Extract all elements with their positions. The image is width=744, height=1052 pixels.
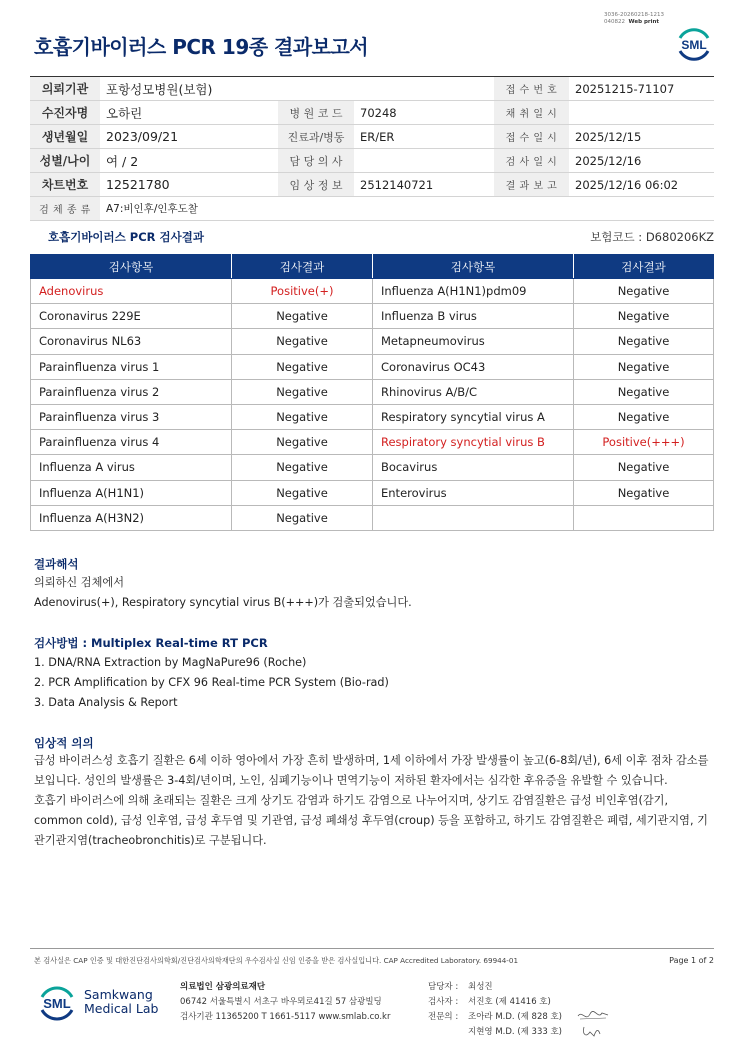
info-row: 생년월일 2023/09/21 진료과/병동 ER/ER 접 수 일 시 2025/12/15: [30, 125, 714, 149]
test-name: Parainfluenza virus 4: [31, 430, 232, 455]
test-result: Negative: [574, 279, 714, 304]
test-name: [373, 505, 574, 530]
test-result: Negative: [232, 430, 373, 455]
result-row: [31, 404, 714, 429]
result-row: [31, 354, 714, 379]
test-name: Coronavirus OC43: [373, 354, 574, 379]
result-row: [31, 480, 714, 505]
result-row: [31, 505, 714, 530]
test-name: Coronavirus NL63: [31, 329, 232, 354]
signature-icon: [580, 1024, 604, 1040]
test-result: Negative: [574, 329, 714, 354]
result-row: [31, 430, 714, 455]
test-name: Enterovirus: [373, 480, 574, 505]
test-name: Parainfluenza virus 3: [31, 404, 232, 429]
test-result: Negative: [232, 354, 373, 379]
result-row: [31, 455, 714, 480]
test-result: Negative: [574, 455, 714, 480]
test-name: Adenovirus: [31, 279, 232, 304]
staff-info: 담당자 : 최성진 검사자 : 서진호 (제 41416 호) 전문의 : 조아라 M.D. (제 828 호) 지현영 M.D. (제 333 호): [428, 982, 563, 1037]
info-row: 수진자명 오하린 병 원 코 드 70248 채 취 일 시: [30, 101, 714, 125]
test-name: Influenza B virus: [373, 304, 574, 329]
result-row: [31, 304, 714, 329]
test-result: Negative: [574, 480, 714, 505]
test-name: Respiratory syncytial virus B: [373, 430, 574, 455]
column-header: 검사항목: [373, 255, 574, 279]
organization-info: 의료법인 삼광의료재단 06742 서울특별시 서초구 바우뫼로41길 57 삼광빌딩 검사기관 11365200 T 1661-5117 www.smlab.co.kr: [180, 982, 391, 1022]
test-name: Parainfluenza virus 2: [31, 379, 232, 404]
test-result: Negative: [232, 505, 373, 530]
test-name: Coronavirus 229E: [31, 304, 232, 329]
method-step: 2. PCR Amplification by CFX 96 Real-time PCR System (Bio-rad): [34, 676, 389, 689]
interpretation-line: Adenovirus(+), Respiratory syncytial virus B(+++)가 검출되었습니다.: [34, 596, 412, 609]
test-result: Positive(+++): [574, 430, 714, 455]
test-result: Negative: [574, 379, 714, 404]
test-result: Negative: [574, 354, 714, 379]
brand-name: Samkwang Medical Lab: [84, 987, 159, 1016]
clinical-paragraph: 호흡기 바이러스에 의해 초래되는 질환은 크게 상기도 감염과 하기도 감염으로 나누어지며, 상기도 감염질환은 급성 비인후염(감기, common cold), 급성 인후염, 급성 후두염 및 기관염, 급성 폐쇄성 후두염(croup) 등을 포함하고, 하기도 감염질환은 폐렴, 세기관지염, 기관기관지염(tracheobronchitis)로 구분됩니다.: [34, 794, 708, 847]
insurance-code: 보험코드 : D680206KZ: [590, 230, 714, 244]
test-result: Negative: [232, 304, 373, 329]
svg-text:SML: SML: [43, 996, 71, 1011]
test-name: Rhinovirus A/B/C: [373, 379, 574, 404]
page-title: 호흡기바이러스 PCR 19종 결과보고서: [34, 35, 369, 59]
info-row: 성별/나이 여 / 2 담 당 의 사 검 사 일 시 2025/12/16: [30, 149, 714, 173]
info-row: 차트번호 12521780 임 상 정 보 2512140721 결 과 보 고 2025/12/16 06:02: [30, 173, 714, 197]
clinical-paragraph: 급성 바이러스성 호흡기 질환은 6세 이하 영아에서 가장 흔히 발생하며, 1세 이하에서 가장 발생률이 높고(6-8회/년), 6세 이후 점차 감소를 보입니다. 성인의 발생률은 3-4회/년이며, 노인, 심폐기능이나 면역기능이 저하된 환자에서는 심각한 후유증을 유발할 수 있습니다.: [34, 754, 709, 787]
test-result: Negative: [232, 404, 373, 429]
signature-icon: [576, 1008, 610, 1024]
sml-logo-icon: [36, 982, 78, 1024]
column-header: 검사결과: [232, 255, 373, 279]
accreditation-note: 본 검사실은 CAP 인증 및 대한진단검사의학회/진단검사의학재단의 우수검사실 신임 인증을 받은 검사실입니다. CAP Accredited Laboratory. 69944-01: [34, 956, 519, 965]
info-row: 의뢰기관 포항성모병원(보험) 접 수 번 호 20251215-71107: [30, 77, 714, 101]
test-name: Influenza A(H1N1)pdm09: [373, 279, 574, 304]
test-name: Parainfluenza virus 1: [31, 354, 232, 379]
svg-text:SML: SML: [681, 38, 707, 52]
test-result: Negative: [232, 329, 373, 354]
method-heading: 검사방법 : Multiplex Real-time RT PCR: [34, 636, 268, 650]
result-row: [31, 279, 714, 304]
test-result: Negative: [574, 304, 714, 329]
results-header-row: [31, 255, 714, 279]
test-name: Metapneumovirus: [373, 329, 574, 354]
info-row: 검 체 종 류 A7:비인후/인후도찰: [30, 197, 714, 221]
results-section-title: 호흡기바이러스 PCR 검사결과: [48, 230, 204, 244]
test-name: Bocavirus: [373, 455, 574, 480]
test-name: Influenza A(H1N1): [31, 480, 232, 505]
footer-divider: [30, 948, 714, 949]
interpretation-line: 의뢰하신 검체에서: [34, 576, 125, 589]
method-step: 1. DNA/RNA Extraction by MagNaPure96 (Roche): [34, 656, 307, 669]
test-result: Negative: [232, 480, 373, 505]
test-name: Influenza A virus: [31, 455, 232, 480]
page-number: Page 1 of 2: [669, 956, 714, 965]
test-name: Respiratory syncytial virus A: [373, 404, 574, 429]
sml-logo-icon: [674, 24, 714, 64]
column-header: 검사결과: [574, 255, 714, 279]
results-table: [30, 254, 714, 531]
document-code: 3036-20260218-1213 040822 Web print: [604, 12, 664, 25]
result-row: [31, 379, 714, 404]
method-step: 3. Data Analysis & Report: [34, 696, 178, 709]
clinical-heading: 임상적 의의: [34, 736, 94, 750]
column-header: 검사항목: [31, 255, 232, 279]
patient-info-table: [30, 76, 714, 221]
test-name: Influenza A(H3N2): [31, 505, 232, 530]
test-result: Positive(+): [232, 279, 373, 304]
test-result: Negative: [232, 455, 373, 480]
test-result: Negative: [574, 404, 714, 429]
test-result: Negative: [232, 379, 373, 404]
interpretation-heading: 결과해석: [34, 557, 79, 571]
test-result: [574, 505, 714, 530]
result-row: [31, 329, 714, 354]
